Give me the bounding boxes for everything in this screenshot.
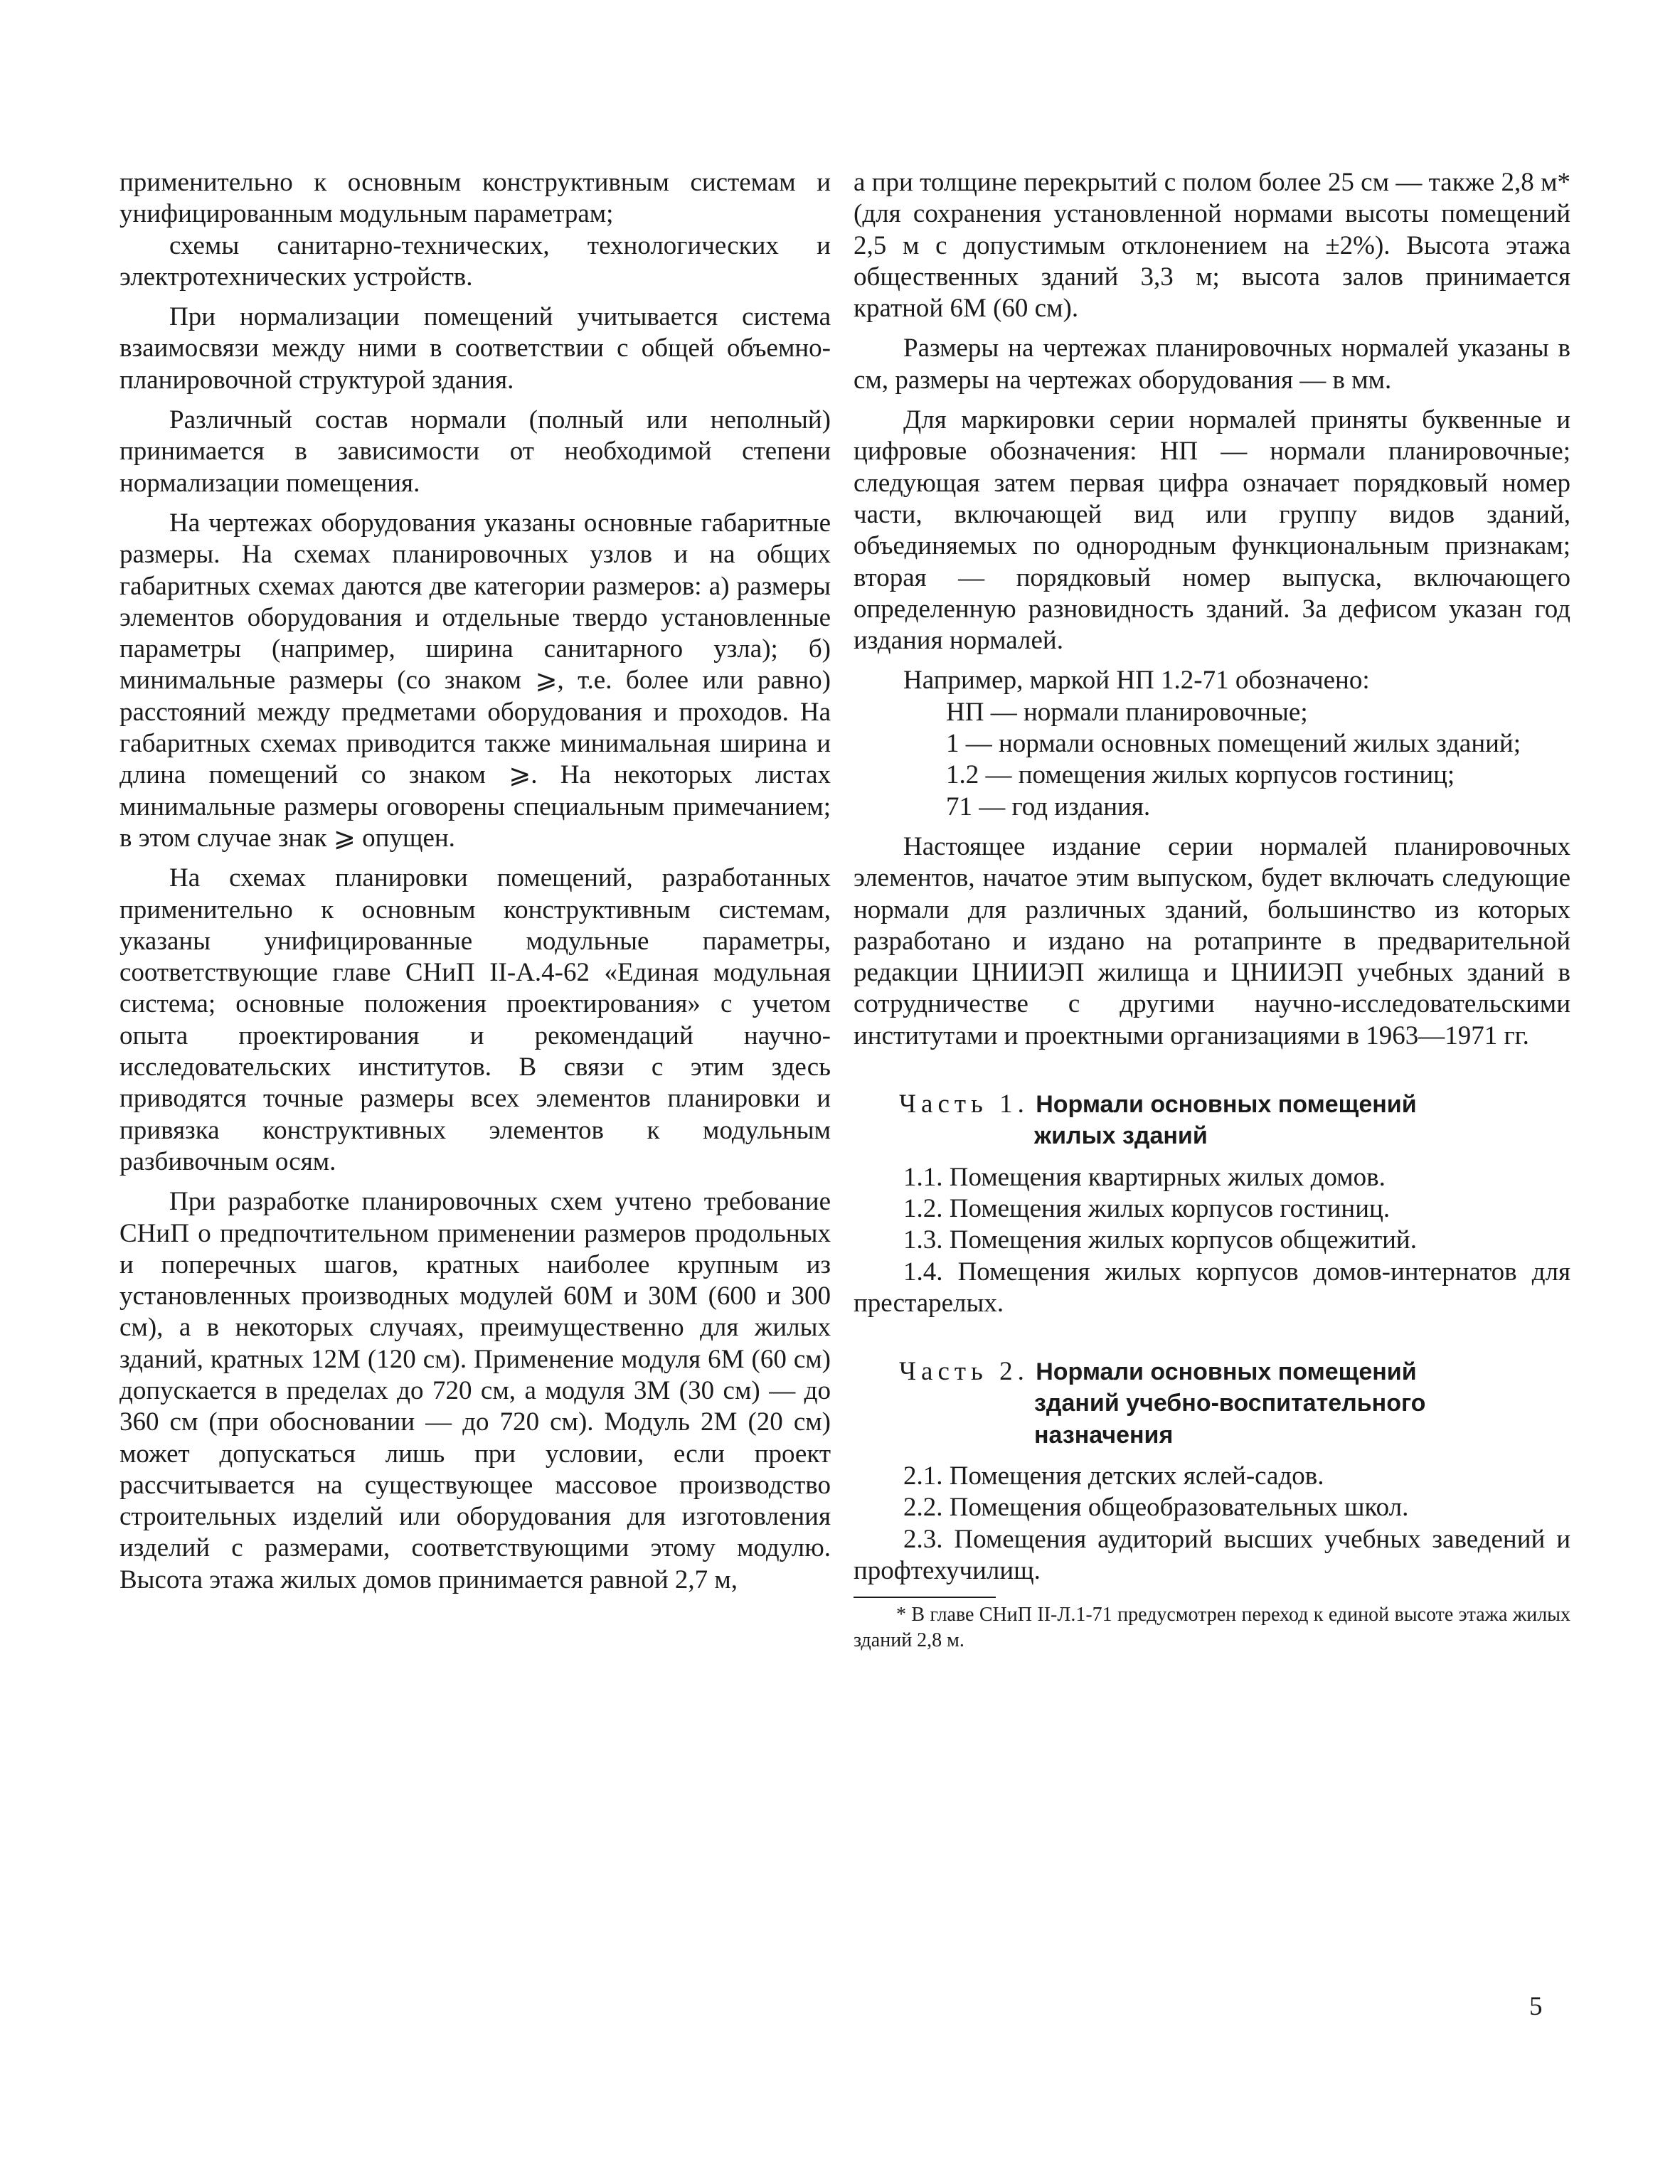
right-paragraph: Настоящее издание серии нормалей планировочных элементов, начатое этим выпуском, будет включать следующие нормали для различных зданий, большинство из которых разработано и издано на ротапринте в предварительной редакции ЦНИИЭП жилища и ЦНИИЭП учебных зданий в сотрудничестве с другими научно-исследовательскими институтами и проектными организациями в 1963—1971 гг. [854, 831, 1570, 1050]
list-item: 2.3. Помещения аудиторий высших учебных заведений и профтехучилищ. [854, 1524, 1570, 1585]
left-paragraph: применительно к основным конструктивным системам и унифицированным модульным параметрам; [119, 168, 831, 229]
marking-list-item: 1 — нормали основных помещений жилых зданий; [946, 729, 1521, 759]
right-column [854, 167, 1570, 1653]
part-title: Нормали основных помещений [1036, 1358, 1417, 1386]
list-item: 1.4. Помещения жилых корпусов домов-интернатов для престарелых. [854, 1257, 1570, 1318]
part-heading [854, 1089, 1570, 1152]
list-item: 2.2. Помещения общеобразовательных школ. [903, 1493, 1409, 1523]
part-heading [854, 1356, 1570, 1451]
part-label: Часть 2. [899, 1357, 1029, 1387]
left-paragraph: схемы санитарно-технических, технологических и электротехнических устройств. [119, 230, 831, 292]
right-paragraph: Например, маркой НП 1.2-71 обозначено: [903, 666, 1370, 696]
right-paragraph: Размеры на чертежах планировочных нормалей указаны в см, размеры на чертежах оборудования — в мм. [854, 334, 1570, 395]
part-title-line2: зданий учебно-воспитательного назначения [1034, 1390, 1426, 1449]
marking-list-item: 1.2 — помещения жилых корпусов гостиниц; [946, 760, 1455, 790]
list-item: 1.3. Помещения жилых корпусов общежитий. [903, 1225, 1417, 1255]
footnote-divider [854, 1597, 996, 1598]
right-paragraph: а при толщине перекрытий с полом более 25 см — также 2,8 м* (для сохранения установленной нормами высоты помещений 2,5 м с допустимым отклонением на ±2%). Высота этажа общественных зданий 3,3 м; высота залов принимается кратной 6М (60 см). [854, 168, 1570, 324]
marking-list-item: НП — нормали планировочные; [946, 697, 1308, 727]
left-paragraph: На чертежах оборудования указаны основные габаритные размеры. На схемах планировочных узлов и на общих габаритных схемах даются две категории размеров: а) размеры элементов оборудования и отдельные твердо установленные параметры (например, ширина санитарного узла); б) минимальные размеры (со знаком ⩾, т.е. более или равно) расстояний между предметами оборудования и проходов. На габаритных схемах приводится также минимальная ширина и длина помещений со знаком ⩾. На некоторых листах минимальные размеры оговорены специальным примечанием; в этом случае знак ⩾ опущен. [119, 508, 831, 853]
right-paragraph: Для маркировки серии нормалей приняты буквенные и цифровые обозначения: НП — нормали планировочные; следующая затем первая цифра означает порядковый номер части, включающей вид или группу видов зданий, объединяемых по однородным функциональным признакам; вторая — порядковый номер выпуска, включающего определенную разновидность зданий. За дефисом указан год издания нормалей. [854, 405, 1570, 656]
part-title-line2: жилых зданий [1034, 1122, 1208, 1150]
list-item: 1.1. Помещения квартирных жилых домов. [903, 1162, 1386, 1192]
left-paragraph: При разработке планировочных схем учтено требование СНиП о предпочтительном применении размеров продольных и поперечных шагов, кратных наиболее крупным из установленных производных модулей 60М и 30М (600 и 300 см), а в некоторых случаях, преимущественно для жилых зданий, кратных 12М (120 см). Применение модуля 6М (60 см) допускается в пределах до 720 см, а модуля 3М (30 см) — до 360 см (при обосновании — до 720 см). Модуль 2М (20 см) может допускаться лишь при условии, если проект рассчитывается на существующее массовое производство строительных изделий или оборудования для изготовления изделий с размерами, соответствующими этому модулю. Высота этажа жилых домов принимается равной 2,7 м, [119, 1187, 831, 1594]
page-number: 5 [1529, 1992, 1543, 2021]
left-paragraph: Различный состав нормали (полный или неполный) принимается в зависимости от необходимой степени нормализации помещения. [119, 405, 831, 498]
left-column [119, 167, 831, 1596]
part-label: Часть 1. [899, 1090, 1029, 1119]
list-item: 2.1. Помещения детских яслей-садов. [903, 1461, 1324, 1491]
list-item: 1.2. Помещения жилых корпусов гостиниц. [903, 1193, 1391, 1223]
marking-list-item: 71 — год издания. [946, 792, 1151, 821]
left-paragraph: При нормализации помещений учитывается система взаимосвязи между ними в соответствии с общей объемно-планировочной структурой здания. [119, 302, 831, 395]
footnote: * В главе СНиП II-Л.1-71 предусмотрен переход к единой высоте этажа жилых зданий 2,8 м. [854, 1604, 1570, 1652]
part-title: Нормали основных помещений [1036, 1091, 1417, 1119]
left-paragraph: На схемах планировки помещений, разработанных применительно к основным конструктивным системам, указаны унифицированные модульные параметры, соответствующие главе СНиП II-А.4-62 «Единая модульная система; основные положения проектирования» с учетом опыта проектирования и рекомендаций научно-исследовательских институтов. В связи с этим здесь приводятся точные размеры всех элементов планировки и привязка конструктивных элементов к модульным разбивочным осям. [119, 863, 831, 1176]
